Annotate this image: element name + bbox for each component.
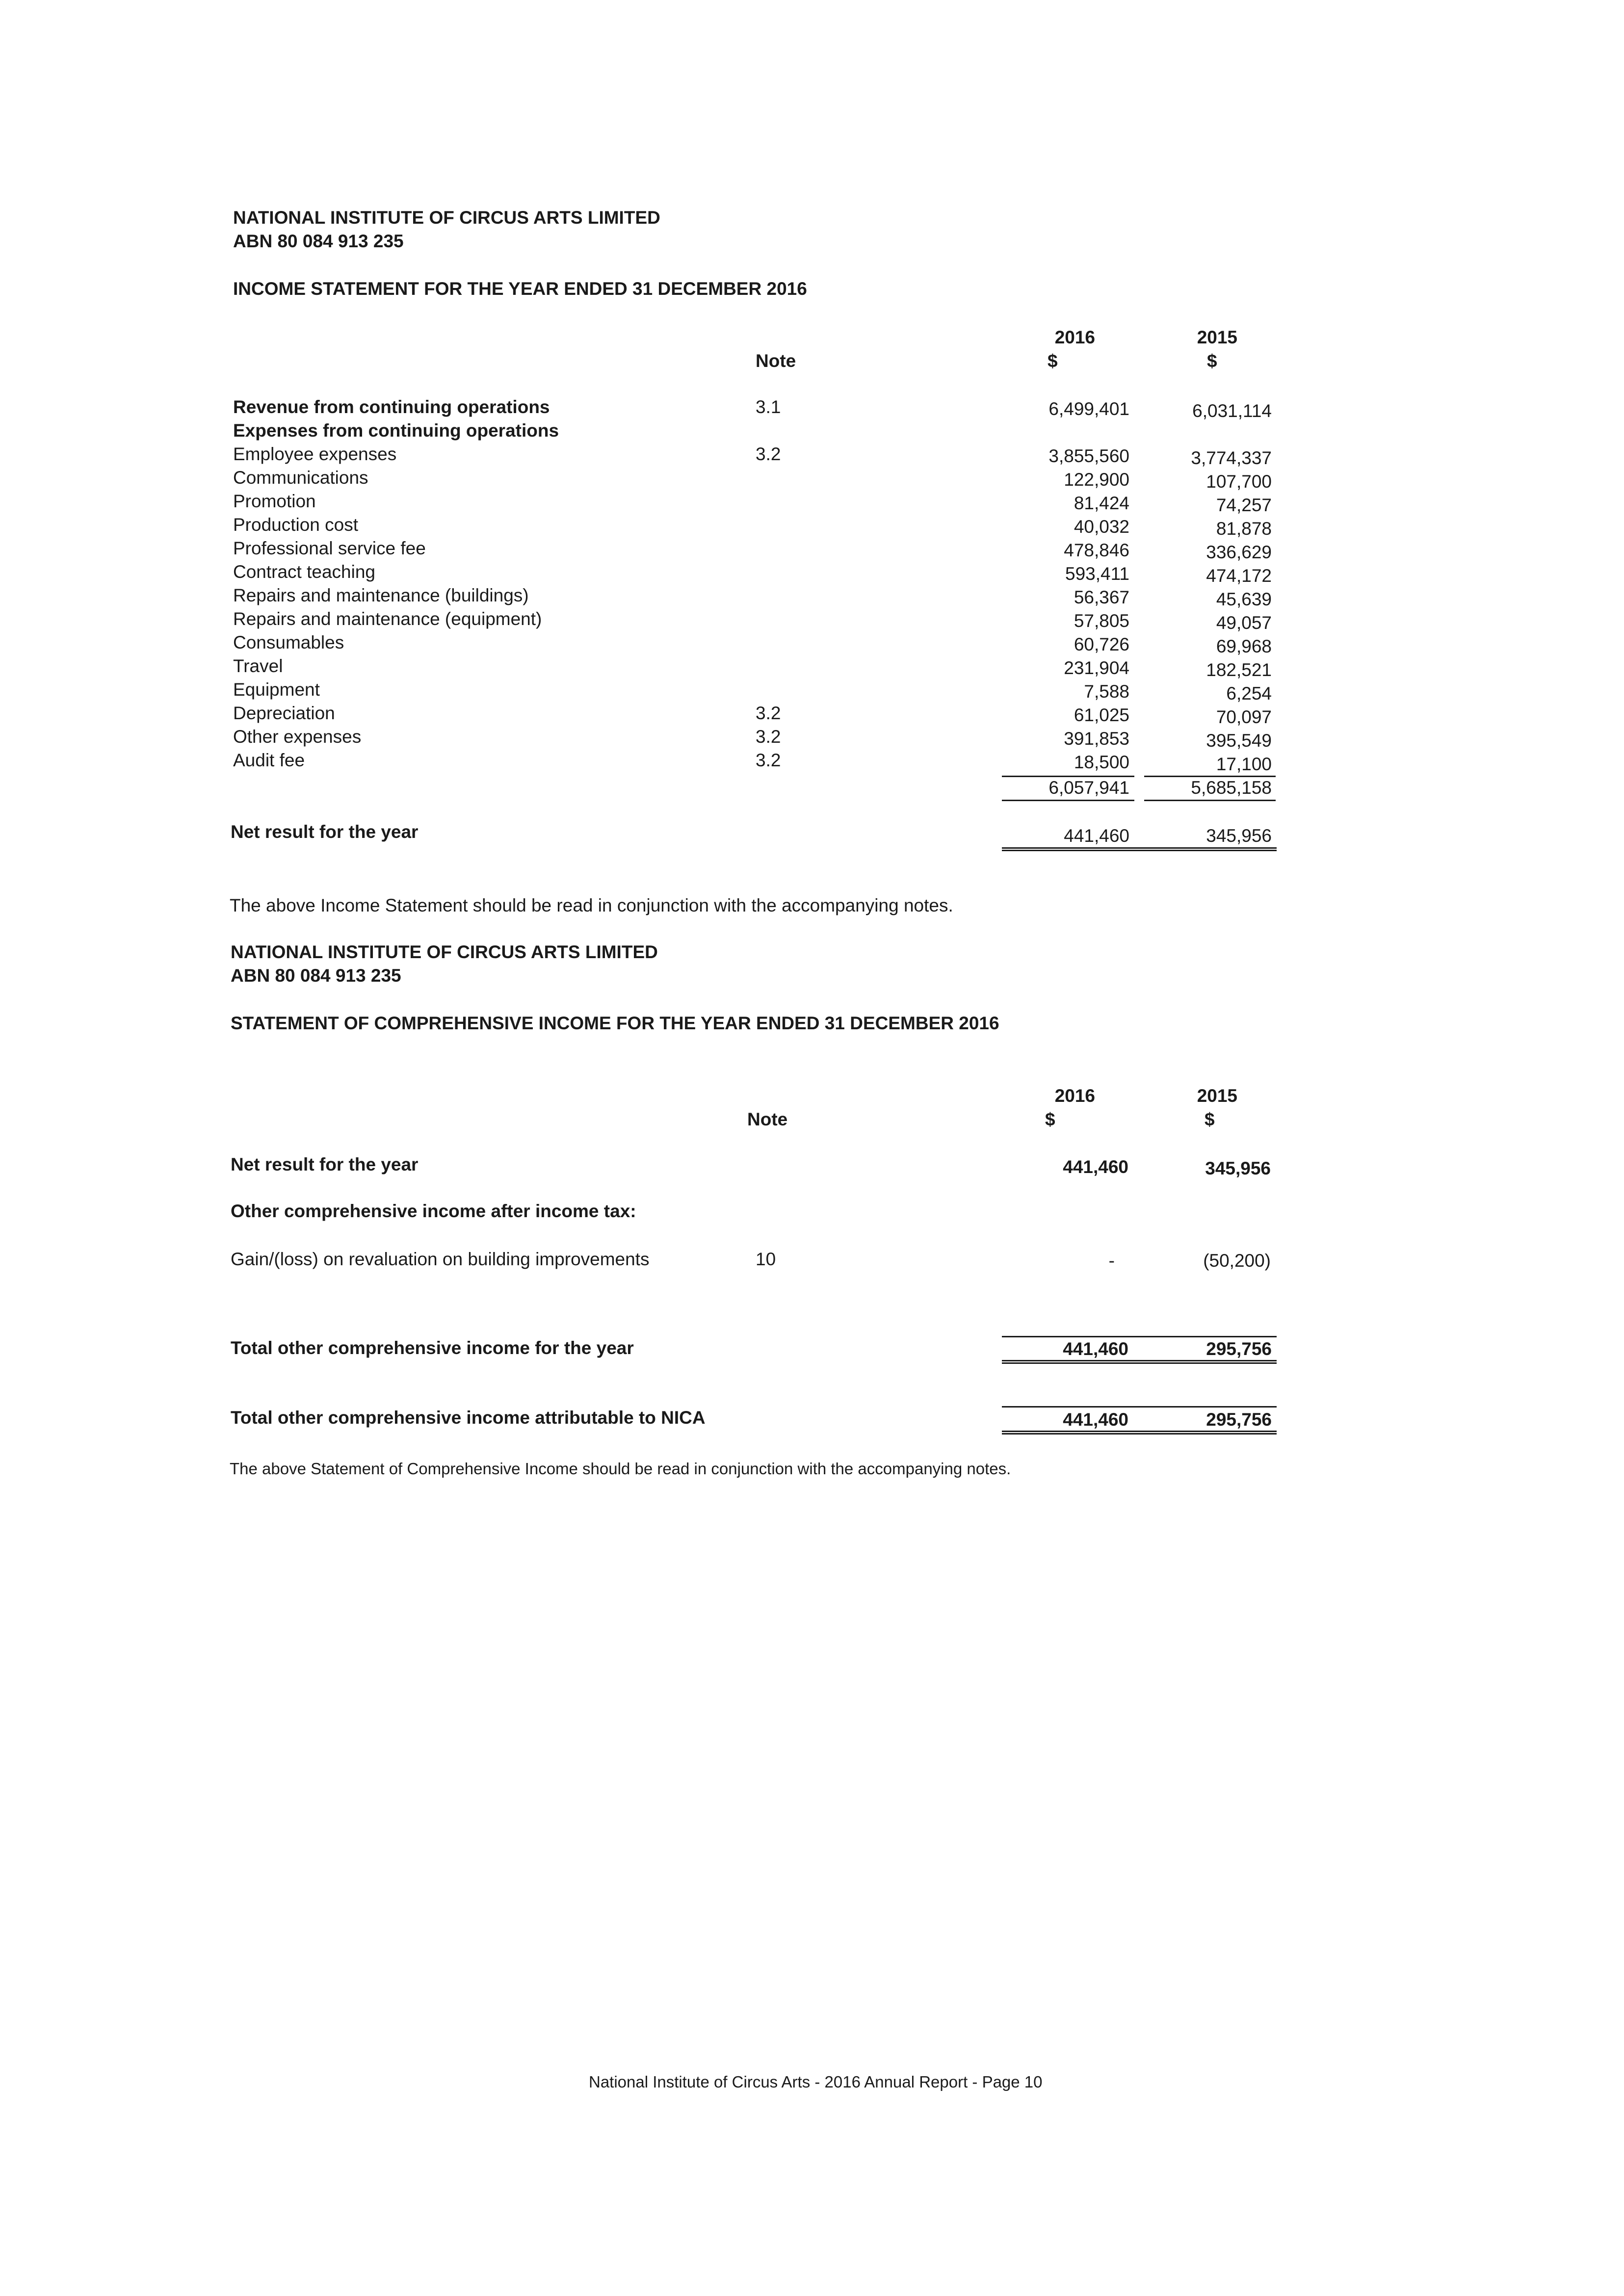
net-result-label: Net result for the year — [231, 822, 419, 842]
attributable-double-rule — [1002, 1431, 1277, 1435]
row-value-2016: 391,853 — [1064, 729, 1129, 749]
row-value-2016: 7,588 — [1084, 681, 1129, 702]
row-label: Travel — [233, 656, 283, 676]
row-value-2016: 40,032 — [1074, 517, 1129, 537]
row-value-2015: 182,521 — [1206, 660, 1272, 680]
statement-title: INCOME STATEMENT FOR THE YEAR ENDED 31 DECEMBER 2016 — [233, 279, 807, 299]
row-note: 3.2 — [756, 750, 781, 770]
ci-net-result-2015: 345,956 — [1205, 1158, 1271, 1178]
row-value-2015: 49,057 — [1216, 613, 1272, 633]
row-value-2016: 56,367 — [1074, 587, 1129, 607]
abn-2: ABN 80 084 913 235 — [231, 965, 401, 986]
row-label: Other expenses — [233, 727, 362, 747]
row-note: 3.2 — [756, 444, 781, 464]
row-value-2016: 61,025 — [1074, 705, 1129, 725]
attributable-2016: 441,460 — [1063, 1409, 1128, 1430]
row-value-2016: 231,904 — [1064, 658, 1129, 678]
abn: ABN 80 084 913 235 — [233, 231, 404, 251]
row-value-2016: 3,855,560 — [1048, 446, 1129, 466]
row-label: Communications — [233, 468, 368, 488]
total-rule-2015 — [1144, 800, 1276, 801]
row-label: Promotion — [233, 491, 316, 511]
row-value-2016: 6,499,401 — [1048, 399, 1129, 419]
row-value-2016: 18,500 — [1074, 752, 1129, 772]
row-label: Audit fee — [233, 750, 305, 770]
page-footer: National Institute of Circus Arts - 2016 Annual Report - Page 10 — [589, 2073, 1043, 2091]
total-oci-double-rule — [1002, 1360, 1277, 1364]
ci-year-2016-header: 2016 — [1054, 1086, 1095, 1106]
row-value-2015: 336,629 — [1206, 542, 1272, 562]
row-value-2016: 57,805 — [1074, 611, 1129, 631]
row-label: Consumables — [233, 632, 344, 652]
row-label: Repairs and maintenance (buildings) — [233, 585, 529, 605]
attributable-2015: 295,756 — [1206, 1409, 1272, 1430]
row-label: Depreciation — [233, 703, 335, 723]
income-statement-footnote: The above Income Statement should be read in conjunction with the accompanying notes. — [230, 895, 953, 915]
revaluation-note: 10 — [756, 1249, 776, 1269]
row-label: Equipment — [233, 679, 320, 700]
attrib-top-rule — [1002, 1406, 1277, 1408]
row-value-2015: 107,700 — [1206, 471, 1272, 492]
row-value-2015: 74,257 — [1216, 495, 1272, 515]
ci-net-result-label: Net result for the year — [231, 1154, 419, 1174]
row-value-2015: 69,968 — [1216, 636, 1272, 656]
row-note: 3.1 — [756, 397, 781, 417]
row-value-2015: 81,878 — [1216, 519, 1272, 539]
row-note: 3.2 — [756, 703, 781, 723]
row-value-2016: 60,726 — [1074, 634, 1129, 654]
row-value-2015: 474,172 — [1206, 566, 1272, 586]
row-value-2015: 17,100 — [1216, 754, 1272, 774]
row-value-2016: 81,424 — [1074, 493, 1129, 513]
row-value-2015: 6,031,114 — [1192, 401, 1272, 421]
row-value-2016: 478,846 — [1064, 540, 1129, 560]
row-value-2016: 122,900 — [1064, 470, 1129, 490]
net-result-double-rule — [1002, 847, 1277, 851]
currency-2016-header: $ — [1048, 351, 1058, 371]
row-label: Revenue from continuing operations — [233, 397, 550, 417]
row-label: Repairs and maintenance (equipment) — [233, 609, 542, 629]
row-label: Expenses from continuing operations — [233, 420, 559, 441]
note-column-header: Note — [756, 351, 796, 371]
revaluation-label: Gain/(loss) on revaluation on building improvements — [231, 1249, 650, 1269]
ci-currency-2016-header: $ — [1045, 1109, 1055, 1129]
row-note: 3.2 — [756, 727, 781, 747]
org-name-2: NATIONAL INSTITUTE OF CIRCUS ARTS LIMITED — [231, 942, 658, 962]
oci-heading: Other comprehensive income after income tax: — [231, 1201, 636, 1221]
revaluation-2016: - — [1108, 1251, 1115, 1271]
total-expenses-2016: 6,057,941 — [1048, 778, 1129, 798]
ci-currency-2015-header: $ — [1205, 1109, 1215, 1129]
row-label: Employee expenses — [233, 444, 397, 464]
comprehensive-title: STATEMENT OF COMPREHENSIVE INCOME FOR THE YEAR ENDED 31 DECEMBER 2016 — [231, 1013, 999, 1033]
row-label: Contract teaching — [233, 562, 376, 582]
net-result-2015: 345,956 — [1206, 826, 1272, 846]
year-2015-header: 2015 — [1197, 327, 1237, 347]
ci-net-result-2016: 441,460 — [1063, 1157, 1128, 1177]
total-oci-2016: 441,460 — [1063, 1339, 1128, 1359]
revaluation-2015: (50,200) — [1203, 1251, 1271, 1271]
comprehensive-footnote: The above Statement of Comprehensive Income should be read in conjunction with the accompanying notes. — [230, 1460, 1011, 1478]
ci-year-2015-header: 2015 — [1197, 1086, 1237, 1106]
total-oci-label: Total other comprehensive income for the year — [231, 1338, 634, 1358]
org-name: NATIONAL INSTITUTE OF CIRCUS ARTS LIMITED — [233, 208, 660, 228]
row-label: Production cost — [233, 515, 359, 535]
row-value-2015: 395,549 — [1206, 731, 1272, 751]
row-value-2015: 3,774,337 — [1191, 448, 1272, 468]
total-oci-2015: 295,756 — [1206, 1339, 1272, 1359]
attributable-label: Total other comprehensive income attributable to NICA — [231, 1408, 706, 1428]
row-value-2015: 6,254 — [1226, 683, 1272, 704]
row-label: Professional service fee — [233, 538, 426, 558]
currency-2015-header: $ — [1207, 351, 1217, 371]
ci-note-column-header: Note — [747, 1109, 788, 1129]
total-expenses-2015: 5,685,158 — [1191, 778, 1272, 798]
net-result-2016: 441,460 — [1064, 826, 1129, 846]
total-rule-2016 — [1002, 800, 1134, 801]
row-value-2015: 70,097 — [1216, 707, 1272, 727]
row-value-2016: 593,411 — [1065, 564, 1129, 584]
year-2016-header: 2016 — [1054, 327, 1095, 347]
row-value-2015: 45,639 — [1216, 589, 1272, 609]
